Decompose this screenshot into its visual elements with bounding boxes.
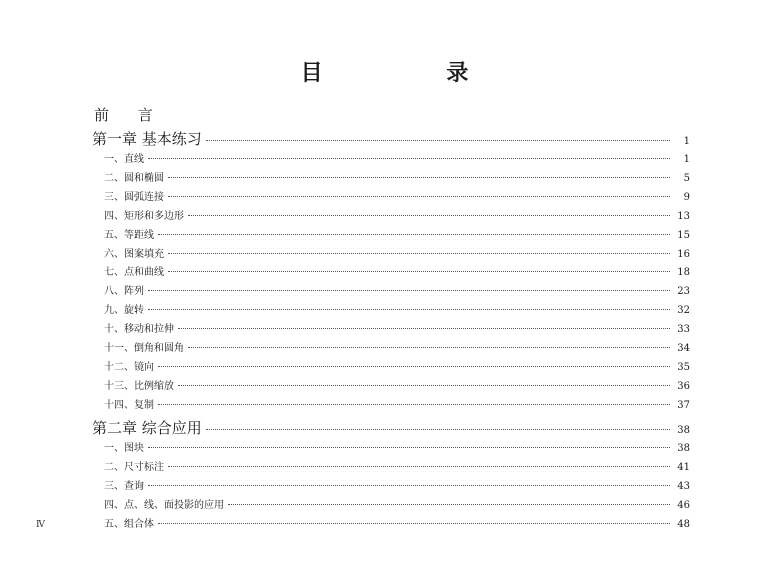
toc-section-entry xyxy=(104,188,690,203)
toc-section-entry xyxy=(104,245,690,260)
leader-dots xyxy=(168,196,670,197)
toc-section-entry xyxy=(104,150,690,165)
section-page-number: 36 xyxy=(677,380,690,392)
toc-chapter-entry xyxy=(92,128,690,149)
section-page-number: 48 xyxy=(677,518,690,530)
section-title: 三、查询 xyxy=(104,480,144,492)
leader-dots xyxy=(148,158,670,159)
toc-section-entry xyxy=(104,496,690,511)
section-title: 四、矩形和多边形 xyxy=(104,210,184,222)
section-title: 六、图案填充 xyxy=(104,248,164,260)
section-page-number: 46 xyxy=(677,499,690,511)
section-title: 二、尺寸标注 xyxy=(104,461,164,473)
section-page-number: 15 xyxy=(677,229,690,241)
chapter-title: 第二章 综合应用 xyxy=(92,419,202,437)
preface-heading: 前 言 xyxy=(94,106,165,124)
chapter-page-number: 38 xyxy=(677,425,690,436)
toc-section-entry xyxy=(104,320,690,335)
leader-dots xyxy=(158,234,670,235)
section-page-number: 33 xyxy=(677,324,690,336)
section-title: 九、旋转 xyxy=(104,305,144,317)
section-page-number: 38 xyxy=(677,443,690,454)
leader-dots xyxy=(168,177,670,178)
section-page-number: 13 xyxy=(677,210,690,222)
toc-section-entry xyxy=(104,377,690,392)
toc-section-entry xyxy=(104,458,690,473)
section-title: 八、阵列 xyxy=(104,286,144,298)
leader-dots xyxy=(168,253,670,254)
section-title: 七、点和曲线 xyxy=(104,267,164,279)
toc-section-entry xyxy=(104,358,690,373)
chapter-title: 第一章 基本练习 xyxy=(92,130,202,148)
toc-section-entry xyxy=(104,263,690,278)
toc-section-entry xyxy=(104,301,690,316)
chapter-page-number: 1 xyxy=(683,136,690,147)
leader-dots xyxy=(148,485,670,486)
leader-dots xyxy=(188,215,670,216)
leader-dots xyxy=(178,328,670,329)
section-page-number: 43 xyxy=(677,480,690,492)
section-page-number: 34 xyxy=(677,343,690,354)
leader-dots xyxy=(158,366,670,367)
toc-section-entry xyxy=(104,282,690,297)
leader-dots xyxy=(148,447,670,448)
section-title: 三、圆弧连接 xyxy=(104,191,164,203)
leader-dots xyxy=(228,504,670,505)
section-title: 十一、倒角和圆角 xyxy=(104,343,184,354)
section-title: 一、图块 xyxy=(104,443,144,454)
section-title: 一、直线 xyxy=(104,154,144,165)
leader-dots xyxy=(148,290,670,291)
section-page-number: 9 xyxy=(683,191,690,203)
toc-section-entry xyxy=(104,515,690,530)
section-title: 二、圆和椭圆 xyxy=(104,172,164,184)
toc-section-entry xyxy=(104,477,690,492)
leader-dots xyxy=(158,523,670,524)
toc-section-entry xyxy=(104,439,690,454)
section-title: 十四、复制 xyxy=(104,399,154,411)
section-page-number: 32 xyxy=(677,305,690,317)
toc-section-entry xyxy=(104,339,690,354)
leader-dots xyxy=(206,429,670,430)
section-title: 十三、比例缩放 xyxy=(104,380,174,392)
leader-dots xyxy=(148,309,670,310)
section-page-number: 35 xyxy=(677,361,690,373)
section-title: 四、点、线、面投影的应用 xyxy=(104,499,224,511)
leader-dots xyxy=(168,271,670,272)
leader-dots xyxy=(158,404,670,405)
page-number: Ⅳ xyxy=(36,520,45,530)
section-page-number: 5 xyxy=(683,172,690,184)
leader-dots xyxy=(206,140,670,141)
toc-section-entry xyxy=(104,396,690,411)
section-page-number: 23 xyxy=(677,286,690,298)
section-title: 五、组合体 xyxy=(104,518,154,530)
section-title: 十、移动和拉伸 xyxy=(104,324,174,336)
toc-section-entry xyxy=(104,169,690,184)
section-page-number: 16 xyxy=(677,248,690,260)
leader-dots xyxy=(178,385,670,386)
section-page-number: 41 xyxy=(677,461,690,473)
leader-dots xyxy=(188,347,670,348)
section-title: 五、等距线 xyxy=(104,229,154,241)
toc-chapter-entry xyxy=(92,417,690,438)
section-page-number: 37 xyxy=(677,399,690,411)
section-title: 十二、镜向 xyxy=(104,361,154,373)
toc-section-entry xyxy=(104,226,690,241)
leader-dots xyxy=(168,466,670,467)
section-page-number: 18 xyxy=(677,267,690,279)
toc-section-entry xyxy=(104,207,690,222)
page-title: 目 录 xyxy=(300,61,527,86)
section-page-number: 1 xyxy=(683,154,690,165)
